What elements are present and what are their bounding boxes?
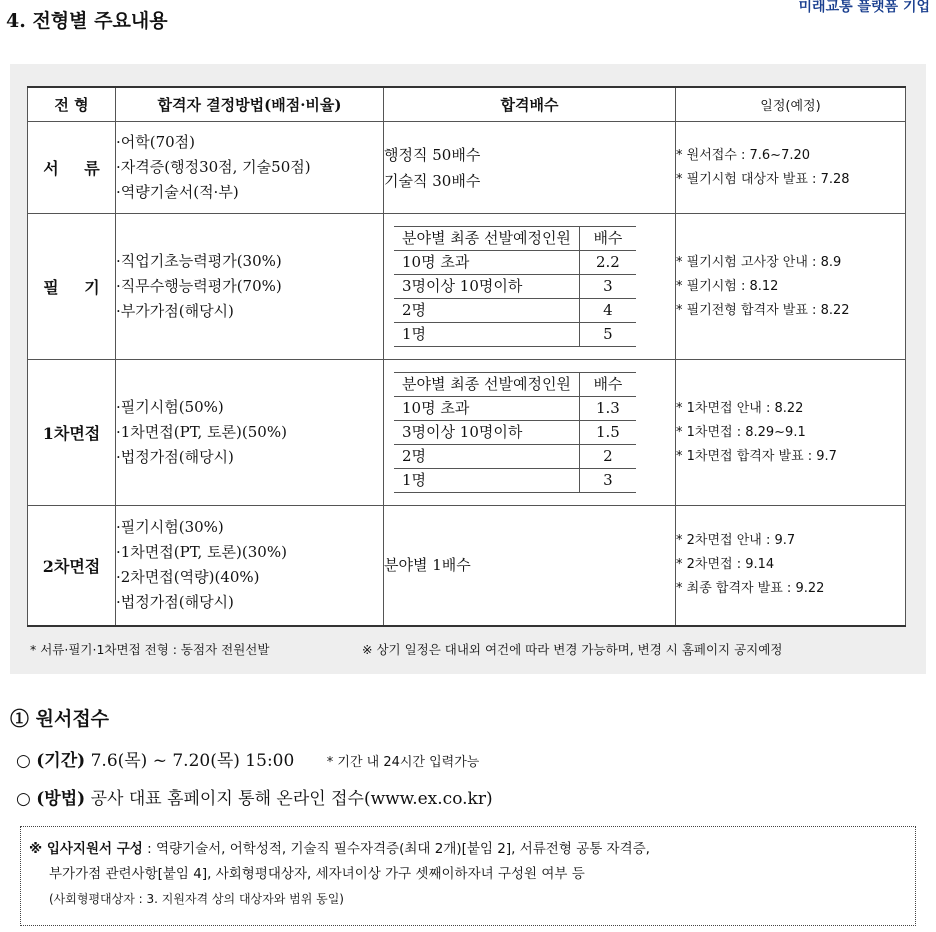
count-cell <box>384 360 676 506</box>
table-row <box>28 506 906 626</box>
count-cell <box>384 214 676 360</box>
footnote-right: ※ 상기 일정은 대내외 여건에 따라 변경 가능하며, 변경 시 홈페이지 공지예정 <box>362 642 783 657</box>
method-cell: ·필기시험(30%) ·1차면접(PT, 토론)(30%) ·2차면접(역량)(40%) ·법정가점(해당시) <box>116 506 384 626</box>
multiplier-subtable: 분야별 최종 선발예정인원 배수 10명 초과 2.2 3명이상 10명이하 3 2명 4 1명 5 <box>394 226 636 347</box>
brand-text: 미래교통 플랫폼 기업 <box>798 0 930 15</box>
header-type: 전 형 <box>28 87 116 122</box>
type-cell: 필 기 <box>28 214 116 360</box>
table-row <box>28 360 906 506</box>
box-line3: (사회형평대상자 : 3. 지원자격 상의 대상자와 범위 동일) <box>49 892 344 906</box>
apply-title: ① 원서접수 <box>10 708 110 730</box>
method-cell: ·직업기초능력평가(30%) ·직무수행능력평가(70%) ·부가가점(해당시) <box>116 214 384 360</box>
schedule-cell: * 2차면접 안내 : 9.7 * 2차면접 : 9.14 * 최종 합격자 발표 : 9.22 <box>676 506 906 626</box>
box-line1: : 역량기술서, 어학성적, 기술직 필수자격증(최대 2개)[붙임 2], 서류전형 공통 자격증, <box>142 841 650 857</box>
section-title: 4. 전형별 주요내용 <box>6 10 168 32</box>
table-footnote <box>30 640 783 658</box>
schedule-cell: * 원서접수 : 7.6~7.20 * 필기시험 대상자 발표 : 7.28 <box>676 122 906 214</box>
table-row <box>28 122 906 214</box>
box-line2: 부가가점 관련사항[붙임 4], 사회형평대상자, 세자녀이상 가구 셋째이하자녀 구성원 여부 등 <box>49 866 585 882</box>
selection-table <box>27 86 906 627</box>
footnote-left: * 서류·필기·1차면접 전형 : 동점자 전원선발 <box>30 642 270 657</box>
type-cell: 2차면접 <box>28 506 116 626</box>
header-schedule: 일정(예정) <box>676 87 906 122</box>
count-cell: 분야별 1배수 <box>384 506 676 626</box>
method-cell: ·어학(70점) ·자격증(행정30점, 기술50점) ·역량기술서(적·부) <box>116 122 384 214</box>
apply-period: ○ (기간) 7.6(목) ~ 7.20(목) 15:00 * 기간 내 24시간 입력가능 <box>16 751 480 771</box>
table-row <box>28 214 906 360</box>
multiplier-subtable: 분야별 최종 선발예정인원 배수 10명 초과 1.3 3명이상 10명이하 1.5 2명 2 1명 3 <box>394 372 636 493</box>
box-label: ※ 입사지원서 구성 <box>29 841 143 857</box>
type-cell: 1차면접 <box>28 360 116 506</box>
application-composition-box <box>20 826 916 926</box>
method-cell: ·필기시험(50%) ·1차면접(PT, 토론)(50%) ·법정가점(해당시) <box>116 360 384 506</box>
count-cell: 행정직 50배수 기술직 30배수 <box>384 122 676 214</box>
type-cell: 서 류 <box>28 122 116 214</box>
header-method: 합격자 결정방법(배점·비율) <box>116 87 384 122</box>
schedule-cell: * 필기시험 고사장 안내 : 8.9 * 필기시험 : 8.12 * 필기전형 합격자 발표 : 8.22 <box>676 214 906 360</box>
apply-method: ○ (방법) 공사 대표 홈페이지 통해 온라인 접수(www.ex.co.kr) <box>16 789 493 809</box>
schedule-cell: * 1차면접 안내 : 8.22 * 1차면접 : 8.29~9.1 * 1차면접 합격자 발표 : 9.7 <box>676 360 906 506</box>
header-count: 합격배수 <box>384 87 676 122</box>
